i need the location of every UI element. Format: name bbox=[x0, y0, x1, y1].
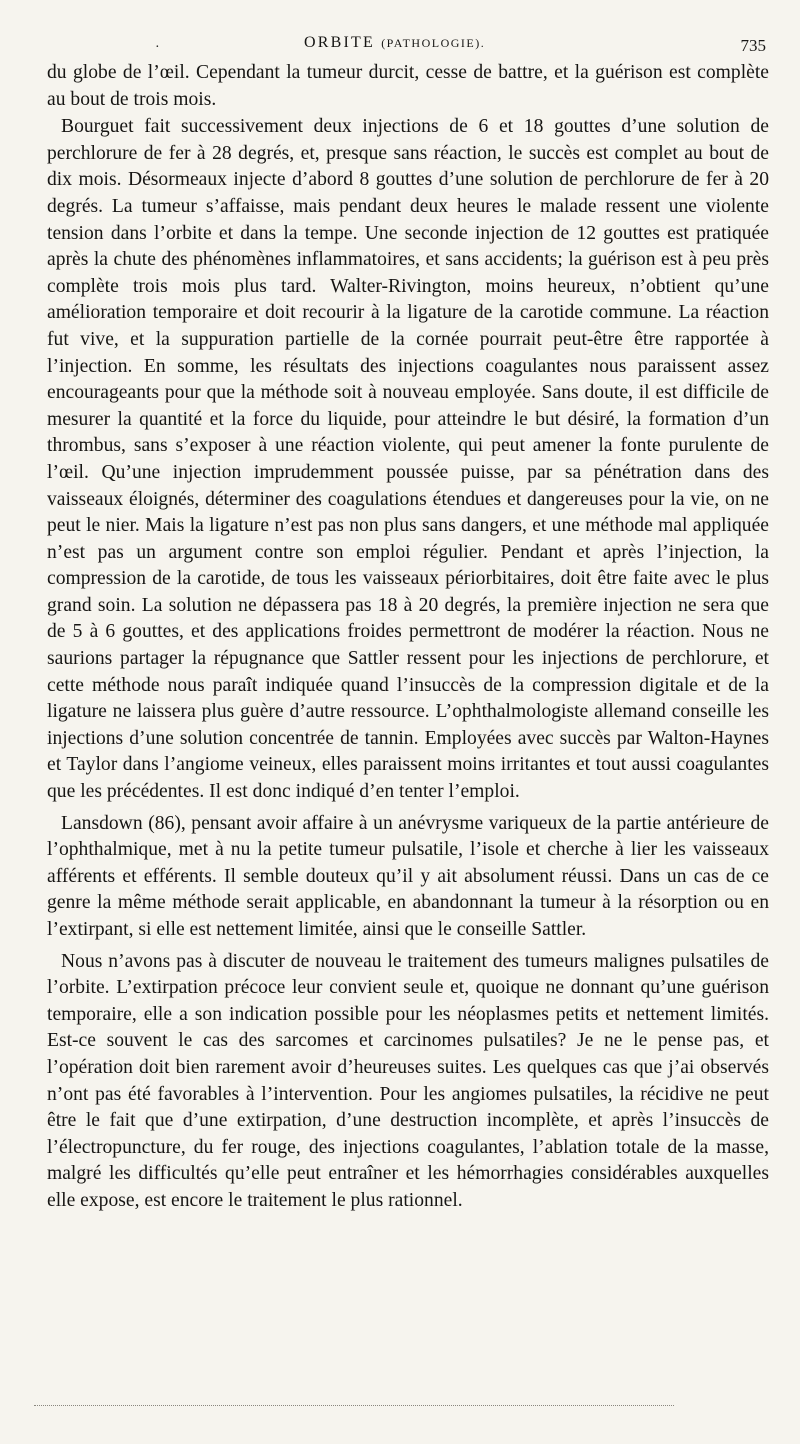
header-title bbox=[304, 34, 485, 52]
paragraph: du globe de l’œil. Cependant la tumeur durcit, cesse de battre, et la guérison est complète au bout de trois mois. bbox=[47, 62, 769, 110]
paragraph: Bourguet fait successivement deux injections de 6 et 18 gouttes d’une solution de perchlorure de fer à 28 degrés, et, presque sans réaction, le succès est complet au bout de dix mois. Désormeaux injecte d’abord 8 gouttes d’une solution de perchlorure de fer à 20 degrés. La tumeur s’affaisse, mais pendant deux heures le malade ressent une violente tension dans l’orbite et dans la tempe. Une seconde injection de 12 gouttes est pratiquée après la chute des phénomènes inflammatoires, et sans accidents; la guérison est à peu près complète trois mois plus tard. Walter-Rivington, moins heureux, n’obtient qu’une amélioration temporaire et doit recourir à la ligature de la carotide commune. La réaction fut vive, et la suppuration partielle de la cornée pourrait peut-être être rapportée à l’injection. En somme, les résultats des injections coagulantes nous paraissent assez encourageants pour que la méthode soit à nouveau employée. Sans doute, il est difficile de mesurer la quantité et la force du liquide, pour atteindre le but désiré, la formation d’un thrombus, sans s’exposer à une réaction violente, qui peut amener la fonte purulente de l’œil. Qu’une injection imprudemment poussée puisse, par sa pénétration dans des vaisseaux éloignés, déterminer des coagulations étendues et dangereuses pour la vie, on ne peut le nier. Mais la ligature n’est pas non plus sans dangers, et une méthode mal appliquée n’est pas un argument contre son emploi régulier. Pendant et après l’injection, la compression de la carotide, de tous les vaisseaux périorbitaires, doit être faite avec le plus grand soin. La solution ne dépassera pas 18 à 20 degrés, la première injection ne sera que de 5 à 6 gouttes, et des applications froides permettront de modérer la réaction. Nous ne saurions partager la répugnance que Sattler ressent pour les injections de perchlorure, et cette méthode nous paraît indiquée quand l’insuccès de la compression digitale et de la ligature ne laissera plus guère d’autre ressource. L’ophthalmologiste allemand conseille les injections d’une solution concentrée de tannin. Employées avec succès par Walton-Haynes et Taylor dans l’angiome veineux, elles paraissent moins irritantes et tout aussi coagulantes que les précédentes. Il est donc indiqué d’en tenter l’emploi. bbox=[47, 116, 769, 803]
header-dot: · bbox=[155, 40, 160, 55]
body-text bbox=[47, 60, 769, 1215]
running-header bbox=[0, 30, 800, 60]
paragraph: Lansdown (86), pensant avoir affaire à un anévrysme variqueux de la partie antérieure de l’ophthalmique, met à nu la petite tumeur pulsatile, l’isole et cherche à lier les vaisseaux afférents et efférents. Il semble douteux qu’il y ait absolument réussi. Dans un cas de ce genre la même méthode serait applicable, en abandonnant la tumeur à la résorption ou en l’extirpant, si elle est nettement limitée, ainsi que le conseille Sattler. bbox=[47, 812, 769, 940]
header-subtitle: (PATHOLOGIE). bbox=[381, 36, 486, 50]
page-number: 735 bbox=[740, 36, 766, 55]
header-title-main: ORBITE bbox=[304, 34, 375, 51]
footer-rule bbox=[34, 1405, 674, 1406]
paragraph: Nous n’avons pas à discuter de nouveau le traitement des tumeurs malignes pulsatiles de l’orbite. L’extirpation précoce leur convient seule et, quoique ne donnant qu’une guérison temporaire, elle a son indication possible pour les néoplasmes petits et nettement limités. Est-ce souvent le cas des sarcomes et carcinomes pulsatiles? Je ne le pense pas, et l’opération doit bien rarement avoir d’heureuses suites. Les quelques cas que j’ai observés n’ont pas été favorables à l’intervention. Pour les angiomes pulsatiles, la récidive ne peut être le fait que d’une extirpation, d’une destruction incomplète, et après l’insuccès de l’électropuncture, du fer rouge, des injections coagulantes, l’ablation totale de la masse, malgré les difficultés qu’elle peut entraîner et les hémorrhagies considérables auxquelles elle expose, est encore le traitement le plus rationnel. bbox=[47, 950, 769, 1211]
